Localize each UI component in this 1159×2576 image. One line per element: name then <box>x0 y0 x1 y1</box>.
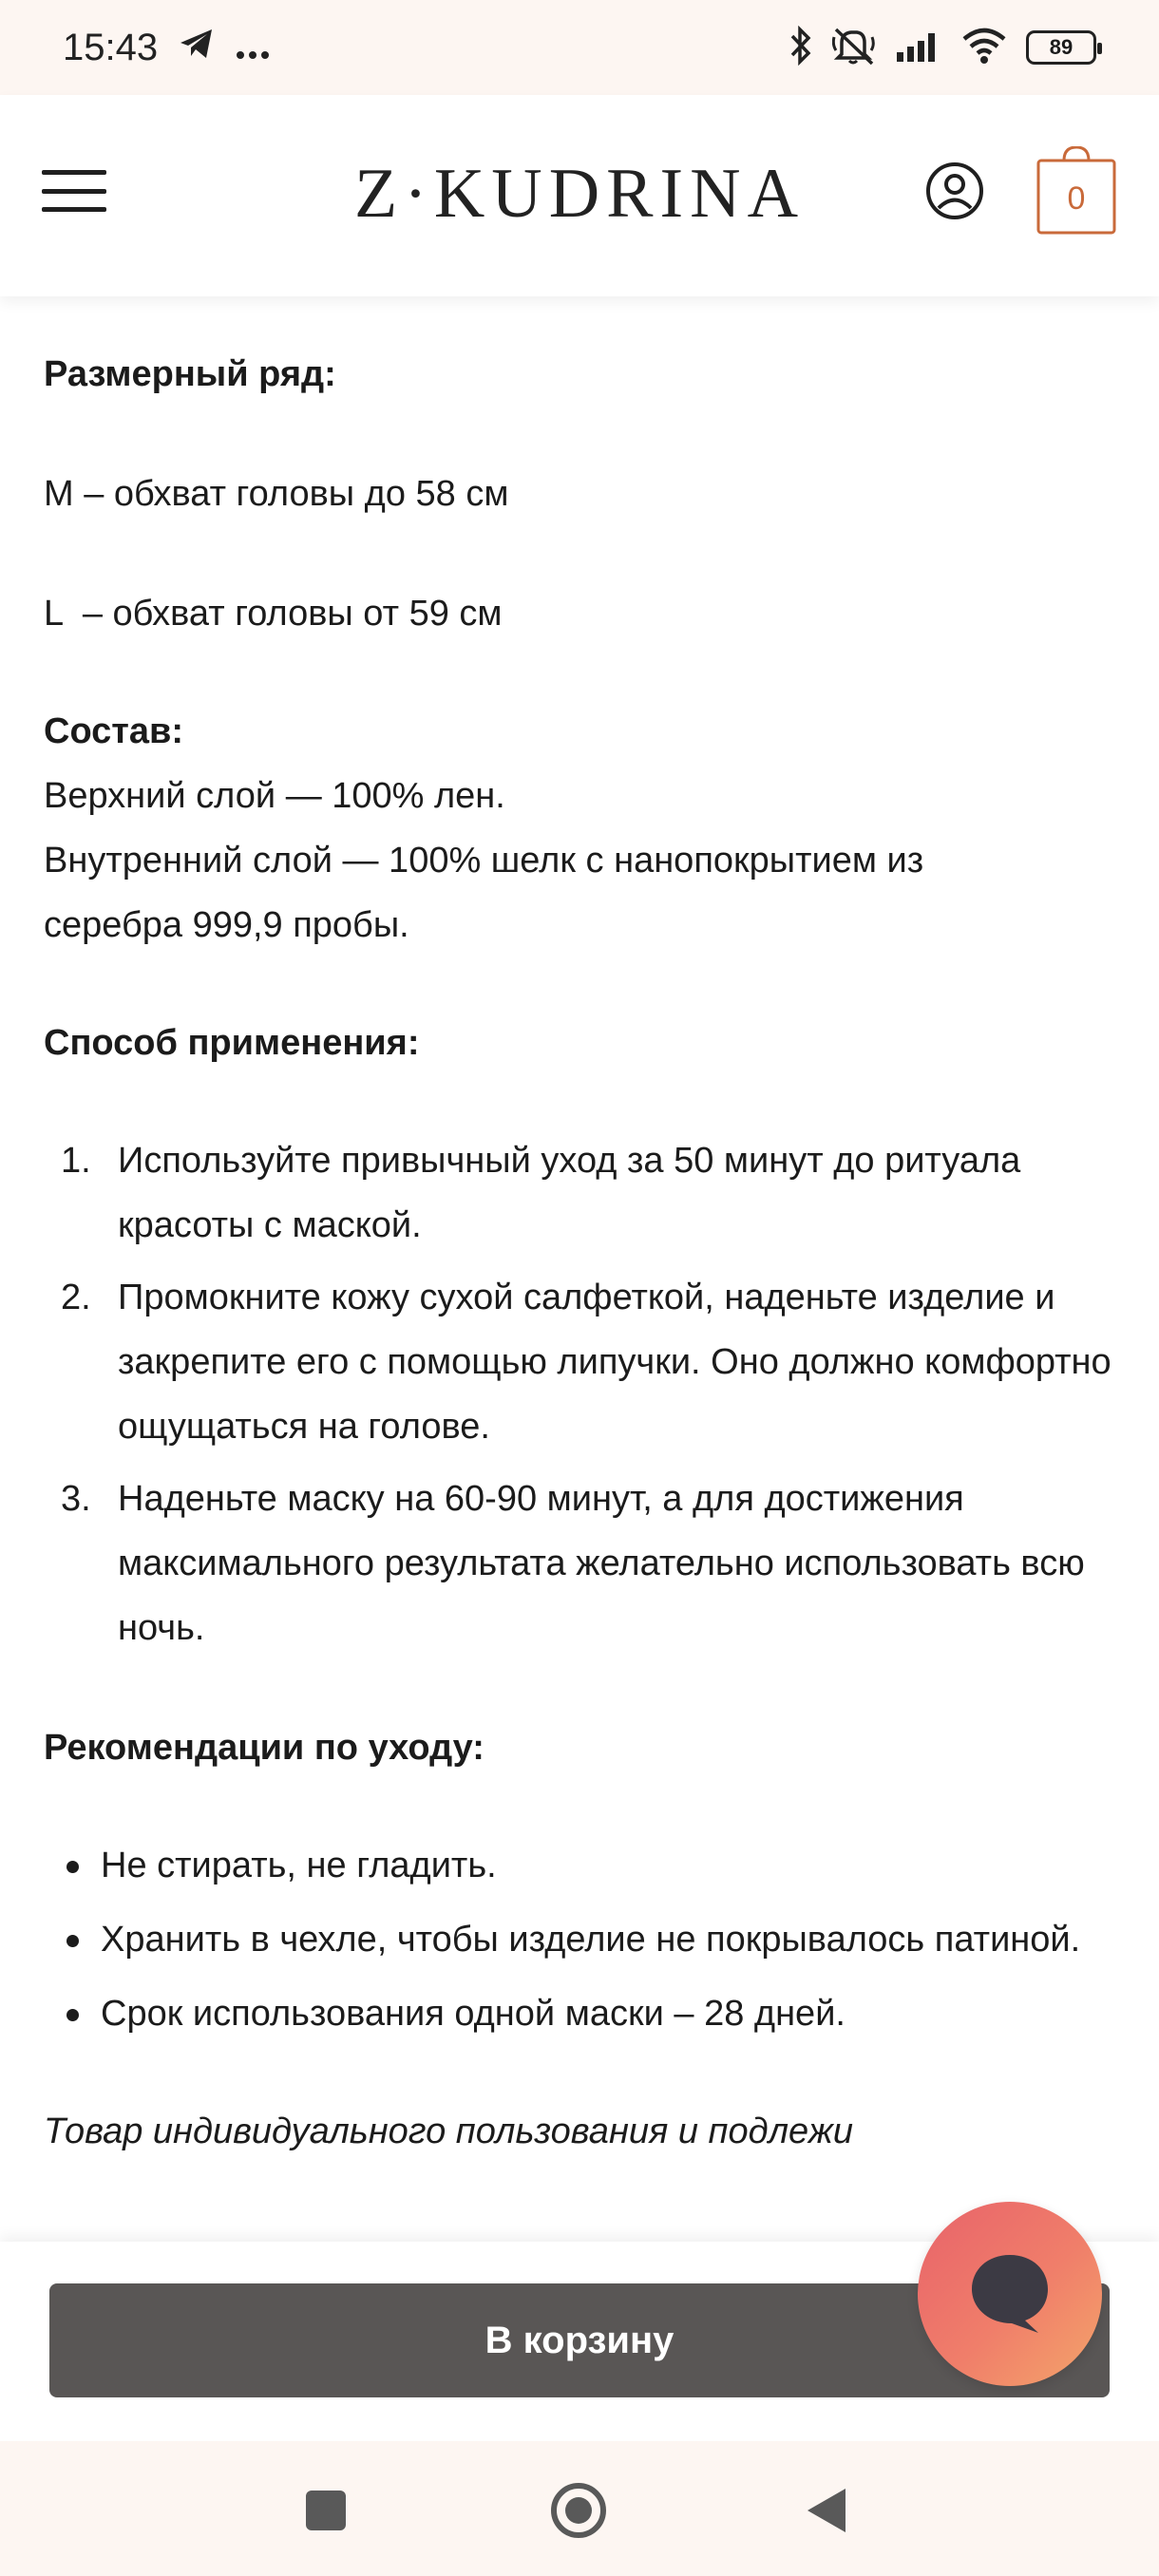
list-item: Хранить в чехле, чтобы изделие не покрывалось патиной. <box>44 1907 1117 1972</box>
list-item: Не стирать, не гладить. <box>44 1833 1117 1898</box>
back-icon[interactable] <box>808 2489 846 2532</box>
sizes-heading: Размерный ряд: <box>44 354 336 394</box>
size-l: L – обхват головы от 59 см <box>44 594 503 634</box>
bluetooth-icon <box>788 26 813 70</box>
list-item: 3. Наденьте маску на 60-90 минут, а для достижения максимального результата желательно использовать всю ночь. <box>61 1479 1085 1648</box>
status-bar <box>0 0 1159 95</box>
mute-icon <box>832 26 876 70</box>
account-icon[interactable] <box>925 161 984 220</box>
list-item: 2. Промокните кожу сухой салфеткой, наденьте изделие и закрепите его с помощью липучки. Оно должно комфортно ощущаться на голове. <box>61 1278 1112 1447</box>
telegram-icon <box>179 27 215 69</box>
usage-steps <box>44 1128 1117 1660</box>
logo[interactable]: Z·KUDRINA <box>353 155 806 233</box>
chat-button[interactable] <box>918 2202 1102 2386</box>
product-description <box>44 296 1117 2164</box>
individual-use-note: Товар индивидуального пользования и подлежи <box>44 2112 853 2151</box>
usage-heading: Способ применения: <box>44 1023 420 1063</box>
wifi-icon <box>961 28 1007 68</box>
care-heading: Рекомендации по уходу: <box>44 1728 484 1768</box>
size-m: M – обхват головы до 58 см <box>44 474 509 514</box>
cart-button[interactable] <box>1036 146 1117 236</box>
composition-line: серебра 999,9 пробы. <box>44 905 409 945</box>
list-item: 1. Используйте привычный уход за 50 минут до ритуала красоты с маской. <box>61 1141 1021 1245</box>
status-time: 15:43 <box>63 26 159 68</box>
composition-line: Верхний слой — 100% лен. <box>44 776 505 816</box>
list-item: Срок использования одной маски – 28 дней. <box>44 1981 1117 2046</box>
care-list <box>44 1833 1117 2046</box>
system-nav-bar <box>0 2441 1159 2576</box>
recents-icon[interactable] <box>306 2491 346 2530</box>
more-dots-icon <box>236 27 270 69</box>
site-header <box>0 95 1159 296</box>
signal-icon <box>895 29 942 66</box>
add-to-cart-button[interactable]: В корзину <box>49 2283 1110 2397</box>
chat-bubble-icon <box>964 2251 1055 2337</box>
battery-icon <box>1026 30 1096 65</box>
home-icon[interactable] <box>551 2483 606 2538</box>
cart-count: 0 <box>1067 180 1086 217</box>
battery-level: 89 <box>1049 35 1074 59</box>
composition-heading: Состав: <box>44 711 184 751</box>
composition-line: Внутренний слой — 100% шелк с нанопокрытием из <box>44 841 924 881</box>
